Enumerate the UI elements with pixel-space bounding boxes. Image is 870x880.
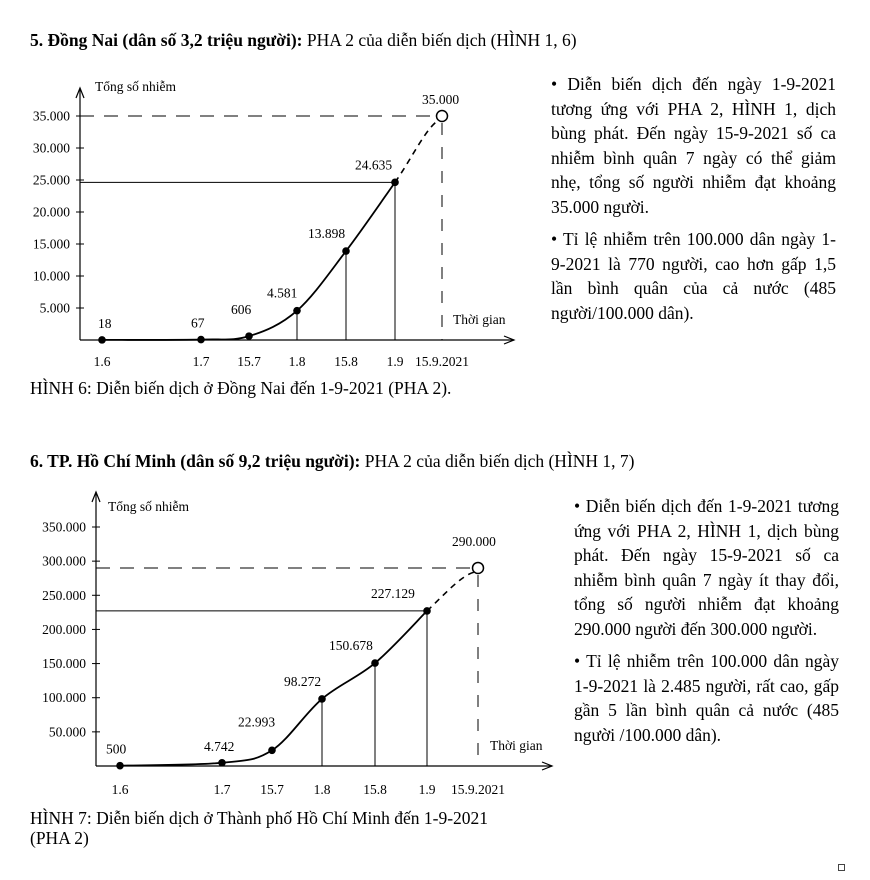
projection-label: 290.000 — [452, 533, 496, 549]
data-label: 67 — [191, 315, 205, 331]
x-tick-label: 1.9 — [386, 354, 404, 369]
y-tick-label: 50.000 — [48, 724, 86, 740]
y-tick-label: 100.000 — [42, 690, 86, 706]
figure-6-caption: HÌNH 6: Diễn biến dịch ở Đồng Nai đến 1-9-2021 (PHA 2). — [30, 378, 452, 398]
data-point — [116, 762, 124, 770]
data-label: 22.993 — [238, 714, 276, 730]
y-axis-label: Tổng số nhiễm — [108, 499, 189, 514]
projection-point — [473, 562, 484, 573]
projection-line — [427, 572, 475, 611]
data-point — [318, 695, 326, 703]
series-line — [120, 611, 427, 766]
projection-label: 35.000 — [422, 92, 460, 107]
x-tick-label: 15.7 — [260, 782, 284, 797]
data-point — [218, 759, 226, 767]
y-tick-label: 10.000 — [32, 268, 70, 284]
y-tick-label: 30.000 — [32, 140, 70, 156]
y-tick-label: 5.000 — [39, 300, 70, 316]
y-tick-label: 350.000 — [42, 519, 86, 535]
x-axis-label: Thời gian — [490, 738, 543, 753]
section-6-bullet-2: • Tỉ lệ nhiễm trên 100.000 dân ngày 1-9-2021 là 2.485 người, rất cao, gấp gần 5 lần bình quân cả nước (485 người /100.000 dân). — [574, 651, 839, 745]
section-5-heading-rest: PHA 2 của diễn biến dịch (HÌNH 1, 6) — [302, 30, 577, 50]
x-tick-label: 15.8 — [334, 354, 358, 369]
section-6-bullet-1: • Diễn biến dịch đến 1-9-2021 tương ứng với PHA 2, HÌNH 1, dịch bùng phát. Đến ngày 15-9-2021 số ca nhiễm bình quân 7 ngày ít thay đổi, tổng số người nhiễm đạt khoảng 290.000 người đến 300.000 người. — [574, 496, 839, 639]
data-label: 13.898 — [308, 226, 346, 242]
y-tick-label: 35.000 — [32, 108, 70, 124]
y-tick-label: 250.000 — [42, 587, 86, 603]
data-point — [371, 659, 379, 667]
y-tick-label: 25.000 — [32, 172, 70, 188]
y-axis-label: Tổng số nhiễm — [95, 79, 176, 94]
y-tick-label: 300.000 — [42, 553, 86, 569]
y-tick-label: 150.000 — [42, 656, 86, 672]
data-point — [268, 746, 276, 754]
section-6-heading-rest: PHA 2 của diễn biến dịch (HÌNH 1, 7) — [360, 451, 635, 471]
x-tick-label: 15.9.2021 — [415, 354, 469, 369]
data-label: 606 — [231, 302, 252, 318]
data-label: 18 — [98, 315, 112, 331]
data-label: 24.635 — [355, 157, 393, 173]
section-6-heading-bold: 6. TP. Hồ Chí Minh (dân số 9,2 triệu người): — [30, 451, 361, 471]
data-label: 150.678 — [329, 638, 373, 654]
x-tick-label: 1.7 — [213, 782, 231, 797]
x-tick-label: 1.9 — [418, 782, 436, 797]
section-5-bullet-1: • Diễn biến dịch đến ngày 1-9-2021 tương ứng với PHA 2, HÌNH 1, dịch bùng phát. Đến ngày 15-9-2021 số ca nhiễm bình quân 7 ngày có thể giảm nhẹ, tổng số người nhiễm đạt khoảng 35.000 người. — [551, 74, 836, 217]
x-tick-label: 15.7 — [237, 354, 261, 369]
x-tick-label: 15.8 — [363, 782, 387, 797]
x-tick-label: 1.7 — [192, 354, 210, 369]
corner-mark — [838, 864, 845, 871]
data-label: 4.581 — [267, 285, 298, 301]
section-6-notes — [574, 494, 839, 755]
data-label: 4.742 — [204, 738, 235, 754]
x-tick-label: 1.8 — [313, 782, 331, 797]
section-5-heading-bold: 5. Đồng Nai (dân số 3,2 triệu người): — [30, 30, 303, 50]
x-tick-label: 1.6 — [93, 354, 111, 369]
x-axis-label: Thời gian — [453, 312, 506, 327]
y-tick-label: 20.000 — [32, 204, 70, 220]
x-tick-label: 15.9.2021 — [451, 782, 505, 797]
section-5-bullet-2: • Tỉ lệ nhiễm trên 100.000 dân ngày 1-9-2021 là 770 người, cao hơn gấp 1,5 lần bình quân của cả nước (485 người/100.000 dân). — [551, 229, 836, 323]
y-tick-label: 15.000 — [32, 236, 70, 252]
data-label: 500 — [106, 741, 127, 757]
data-label: 98.272 — [284, 673, 322, 689]
x-tick-label: 1.6 — [111, 782, 129, 797]
data-label: 227.129 — [371, 585, 415, 601]
data-point — [423, 607, 431, 615]
x-tick-label: 1.8 — [288, 354, 306, 369]
y-tick-label: 200.000 — [42, 621, 86, 637]
figure-7-caption: HÌNH 7: Diễn biến dịch ở Thành phố Hồ Chí Minh đến 1-9-2021 (PHA 2) — [30, 808, 489, 848]
